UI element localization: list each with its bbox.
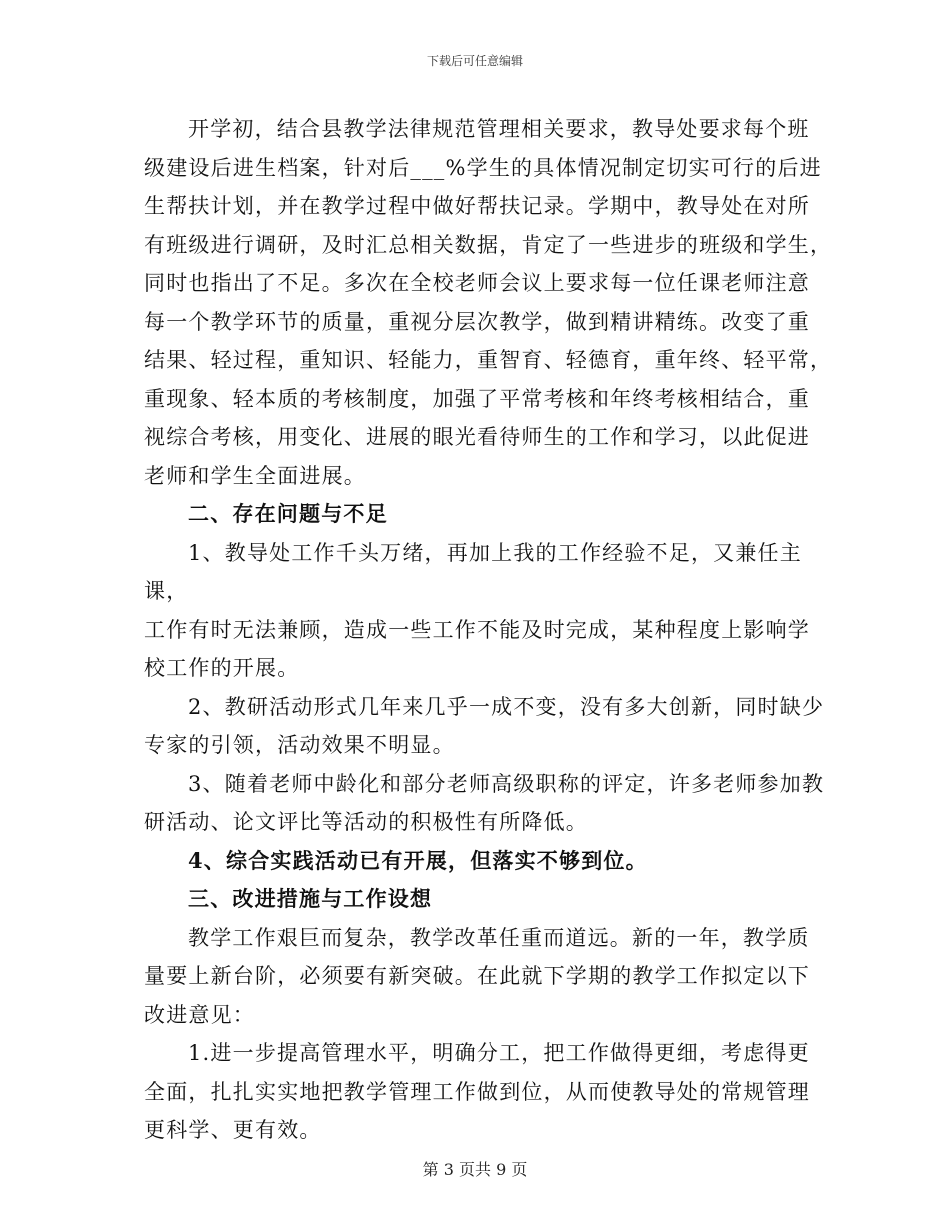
problem-item-2: 2、教研活动形式几年来几乎一成不变，没有多大创新，同时缺少 专家的引领，活动效果不明显。: [144, 694, 825, 757]
improvement-item-1: 1.进一步提高管理水平，明确分工，把工作做得更细，考虑得更 全面，扎扎实实地把教学管理工作做到位，从而使教导处的常规管理 更科学、更有效。: [144, 1041, 810, 1142]
problem-item-3: 3、随着老师中龄化和部分老师高级职称的评定，许多老师参加教 研活动、论文评比等活动的积极性有所降低。: [144, 771, 825, 834]
section-heading-problems: 二、存在问题与不足: [188, 501, 388, 526]
paragraph-improvement-intro: 教学工作艰巨而复杂，教学改革任重而道远。新的一年，教学质 量要上新台阶，必须要有新突破。在此就下学期的教学工作拟定以下 改进意见：: [144, 925, 810, 1027]
section-heading-improvements: 三、改进措施与工作设想: [188, 886, 433, 911]
document-body: [144, 110, 834, 1150]
paragraph-management-measures: 开学初，结合县教学法律规范管理相关要求，教导处要求每个班 级建设后进生档案，针对后___%学生的具体情况制定切实可行的后进 生帮扶计划，并在教学过程中做好帮扶记录。学期中，教导处在对所 有班级进行调研，及时汇总相关数据，肯定了一些进步的班级和学生， 同时也指出了不足。多次在全校老师会议上要求每一位任课老师注意 每一个教学环节的质量，重视分层次教学，做到精讲精练。改变了重 结果、轻过程，重知识、轻能力，重智育、轻德育，重年终、轻平常， 重现象、轻本质的考核制度，加强了平常考核和年终考核相结合，重 视综合考核，用变化、进展的眼光看待师生的工作和学习，以此促进 老师和学生全面进展。: [144, 117, 833, 488]
page-footer: 第 3 页共 9 页: [422, 1160, 528, 1179]
page-header: 下载后可任意编辑: [426, 54, 523, 68]
problem-item-1: 1、教导处工作千头万绪，再加上我的工作经验不足，又兼任主课， 工作有时无法兼顾，造成一些工作不能及时完成，某种程度上影响学 校工作的开展。: [144, 540, 810, 680]
problem-item-4: 4、综合实践活动已有开展，但落实不够到位。: [188, 847, 648, 873]
